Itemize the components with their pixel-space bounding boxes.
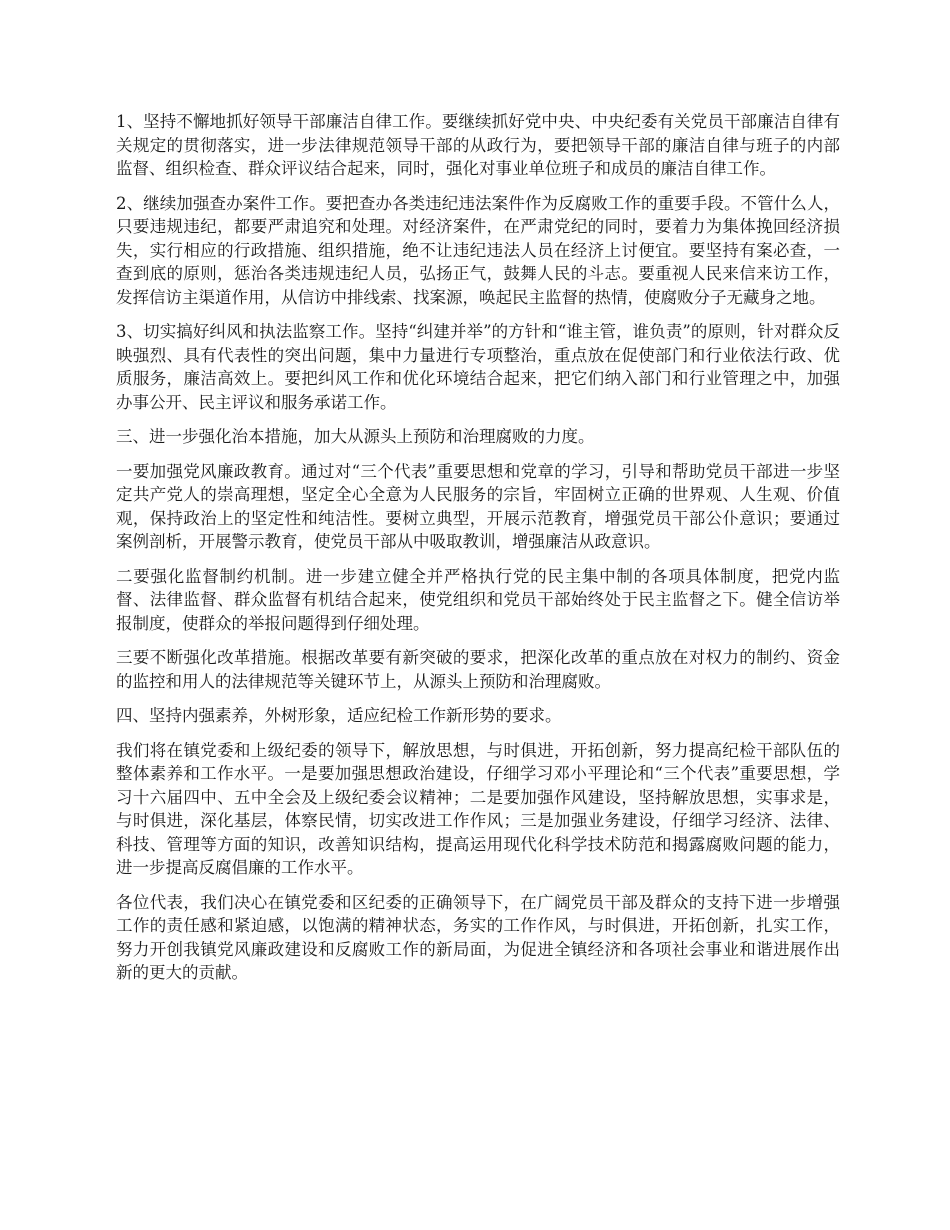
paragraph-leadership: 我们将在镇党委和上级纪委的领导下，解放思想，与时俱进，开拓创新，努力提高纪检干部队伍的整体素养和工作水平。一是要加强思想政治建设，仔细学习邓小平理论和“三个代表”重要思想，学习十六届四中、五中全会及上级纪委会议精神；二是要加强作风建设，坚持解放思想，实事求是，与时俱进，深化基层，体察民情，切实改进工作作风；三是加强业务建设，仔细学习经济、法律、科技、管理等方面的知识，改善知识结构，提高运用现代化科学技术防范和揭露腐败问题的能力，进一步提高反腐倡廉的工作水平。 xyxy=(116,740,840,877)
paragraph-1: 1、坚持不懈地抓好领导干部廉洁自律工作。要继续抓好党中央、中央纪委有关党员干部廉洁自律有关规定的贯彻落实，进一步法律规范领导干部的从政行为，要把领导干部的廉洁自律与班子的内部监督、组织检查、群众评议结合起来，同时，强化对事业单位班子和成员的廉洁自律工作。 xyxy=(116,112,840,178)
paragraph-3: 3、切实搞好纠风和执法监察工作。坚持“纠建并举”的方针和“谁主管，谁负责”的原则，针对群众反映强烈、具有代表性的突出问题，集中力量进行专项整治，重点放在促使部门和行业依法行政、优质服务，廉洁高效上。要把纠风工作和优化环境结合起来，把它们纳入部门和行业管理之中，加强办事公开、民主评议和服务承诺工作。 xyxy=(116,322,840,412)
paragraph-closing: 各位代表，我们决心在镇党委和区纪委的正确领导下，在广阔党员干部及群众的支持下进一步增强工作的责任感和紧迫感，以饱满的精神状态，务实的工作作风，与时俱进，开拓创新，扎实工作，努力开创我镇党风廉政建设和反腐败工作的新局面，为促进全镇经济和各项社会事业和谐进展作出新的更大的贡献。 xyxy=(116,892,840,982)
paragraph-2: 2、继续加强查办案件工作。要把查办各类违纪违法案件作为反腐败工作的重要手段。不管什么人，只要违规违纪，都要严肃追究和处理。对经济案件，在严肃党纪的同时，要着力为集体挽回经济损失，实行相应的行政措施、组织措施，绝不让违纪违法人员在经济上讨便宜。要坚持有案必查，一查到底的原则，惩治各类违规违纪人员，弘扬正气，鼓舞人民的斗志。要重视人民来信来访工作，发挥信访主渠道作用，从信访中排线索、找案源，唤起民主监督的热情，使腐败分子无藏身之地。 xyxy=(116,193,840,307)
paragraph-education: 一要加强党风廉政教育。通过对“三个代表”重要思想和党章的学习，引导和帮助党员干部进一步坚定共产党人的崇高理想，坚定全心全意为人民服务的宗旨，牢固树立正确的世界观、人生观、价值观，保持政治上的坚定性和纯洁性。要树立典型，开展示范教育，增强党员干部公仆意识；要通过案例剖析，开展警示教育，使党员干部从中吸取教训，增强廉洁从政意识。 xyxy=(116,461,840,551)
document-body xyxy=(116,110,840,996)
section-heading-4: 四、坚持内强素养，外树形象，适应纪检工作新形势的要求。 xyxy=(116,706,562,725)
section-heading-3: 三、进一步强化治本措施，加大从源头上预防和治理腐败的力度。 xyxy=(116,427,595,446)
paragraph-reform: 三要不断强化改革措施。根据改革要有新突破的要求，把深化改革的重点放在对权力的制约、资金的监控和用人的法律规范等关键环节上，从源头上预防和治理腐败。 xyxy=(116,648,840,691)
paragraph-supervision: 二要强化监督制约机制。进一步建立健全并严格执行党的民主集中制的各项具体制度，把党内监督、法律监督、群众监督有机结合起来，使党组织和党员干部始终处于民主监督之下。健全信访举报制度，使群众的举报问题得到仔细处理。 xyxy=(116,566,840,633)
